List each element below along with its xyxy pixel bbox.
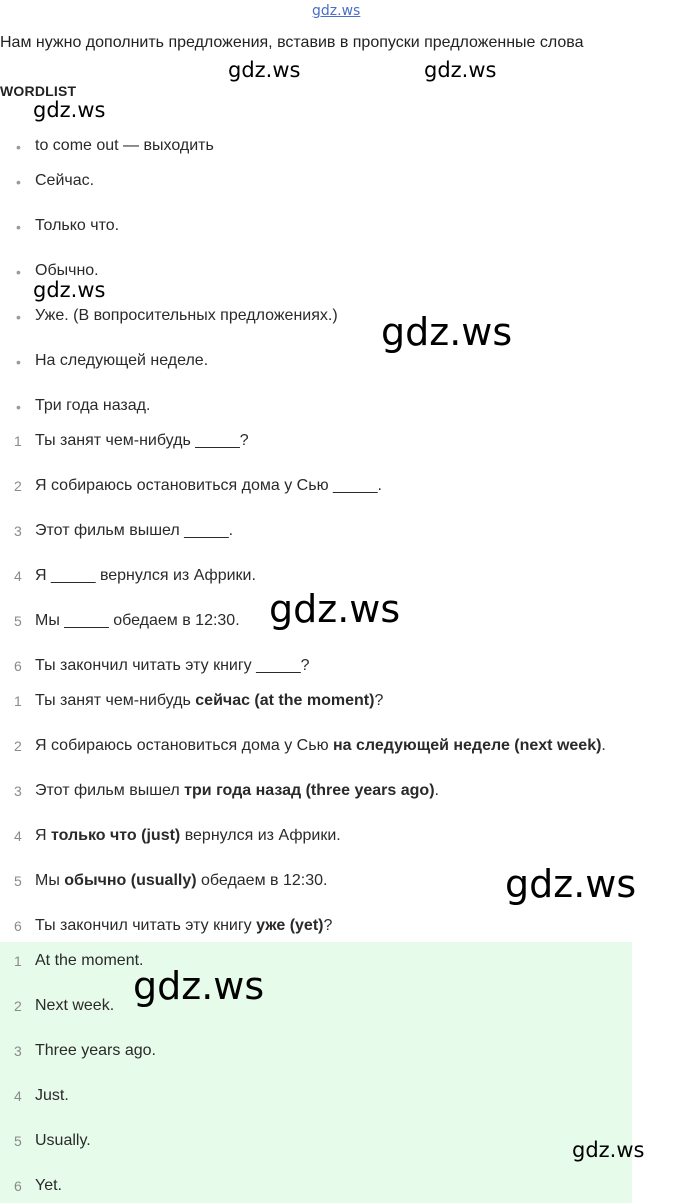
bullet-icon: • (16, 309, 21, 325)
answer-item: Three years ago. (35, 1042, 156, 1059)
item-number: 4 (14, 1088, 22, 1104)
watermark: gdz.ws (33, 278, 106, 302)
wordlist-item: Уже. (В вопросительных предложениях.) (35, 307, 338, 324)
watermark: gdz.ws (228, 58, 301, 82)
answers-section-background (0, 942, 632, 1203)
item-number: 4 (14, 568, 22, 584)
item-number: 3 (14, 1043, 22, 1059)
exercise-sentence: Мы _____ обедаем в 12:30. (35, 612, 240, 629)
bullet-icon: • (16, 174, 21, 190)
bullet-icon: • (16, 354, 21, 370)
bullet-icon: • (16, 264, 21, 280)
intro-text: Нам нужно дополнить предложения, вставив в пропуски предложенные слова (0, 34, 584, 51)
item-number: 5 (14, 873, 22, 889)
answer-item: Next week. (35, 997, 115, 1014)
translation-sentence: Я собираюсь остановиться дома у Сью на следующей неделе (next week). (35, 737, 606, 754)
answer-item: At the moment. (35, 952, 144, 969)
item-number: 2 (14, 478, 22, 494)
wordlist-item: Три года назад. (35, 397, 151, 414)
watermark: gdz.ws (33, 98, 106, 122)
bullet-icon: • (16, 139, 21, 155)
wordlist-item: Сейчас. (35, 172, 95, 189)
wordlist-heading: WORDLIST (0, 83, 77, 99)
item-number: 5 (14, 1133, 22, 1149)
answer-highlight: три года назад (three years ago) (184, 782, 435, 799)
item-number: 1 (14, 433, 22, 449)
wordlist-item: Только что. (35, 217, 120, 234)
item-number: 6 (14, 658, 22, 674)
translation-sentence: Мы обычно (usually) обедаем в 12:30. (35, 872, 328, 889)
watermark: gdz.ws (572, 1138, 645, 1162)
wordlist-item: На следующей неделе. (35, 352, 209, 369)
bullet-icon: • (16, 399, 21, 415)
translation-sentence: Этот фильм вышел три года назад (three years ago). (35, 782, 439, 799)
item-number: 2 (14, 998, 22, 1014)
item-number: 5 (14, 613, 22, 629)
item-number: 3 (14, 783, 22, 799)
watermark: gdz.ws (269, 587, 401, 631)
item-number: 1 (14, 693, 22, 709)
answer-highlight: уже (yet) (256, 917, 324, 934)
exercise-sentence: Ты закончил читать эту книгу _____? (35, 657, 310, 674)
item-number: 2 (14, 738, 22, 754)
answer-highlight: только что (just) (51, 827, 181, 844)
wordlist-item: Обычно. (35, 262, 99, 279)
watermark: gdz.ws (424, 58, 497, 82)
exercise-sentence: Я собираюсь остановиться дома у Сью _____. (35, 477, 382, 494)
answer-highlight: обычно (usually) (64, 872, 197, 889)
watermark: gdz.ws (505, 862, 637, 906)
bullet-icon: • (16, 219, 21, 235)
item-number: 6 (14, 1178, 22, 1194)
item-number: 1 (14, 953, 22, 969)
item-number: 6 (14, 918, 22, 934)
answer-item: Usually. (35, 1132, 91, 1149)
site-logo-link[interactable]: gdz.ws (312, 3, 361, 19)
answer-item: Yet. (35, 1177, 62, 1194)
item-number: 4 (14, 828, 22, 844)
translation-sentence: Ты закончил читать эту книгу уже (yet)? (35, 917, 333, 934)
answer-item: Just. (35, 1087, 69, 1104)
answer-highlight: сейчас (at the moment) (195, 692, 375, 709)
item-number: 3 (14, 523, 22, 539)
answer-highlight: на следующей неделе (next week) (333, 737, 602, 754)
watermark: gdz.ws (133, 964, 265, 1008)
exercise-sentence: Этот фильм вышел _____. (35, 522, 234, 539)
exercise-sentence: Ты занят чем-нибудь _____? (35, 432, 249, 449)
translation-sentence: Ты занят чем-нибудь сейчас (at the moment)? (35, 692, 384, 709)
exercise-sentence: Я _____ вернулся из Африки. (35, 567, 256, 584)
wordlist-item: to come out — выходить (35, 137, 214, 154)
translation-sentence: Я только что (just) вернулся из Африки. (35, 827, 341, 844)
watermark: gdz.ws (381, 310, 513, 354)
